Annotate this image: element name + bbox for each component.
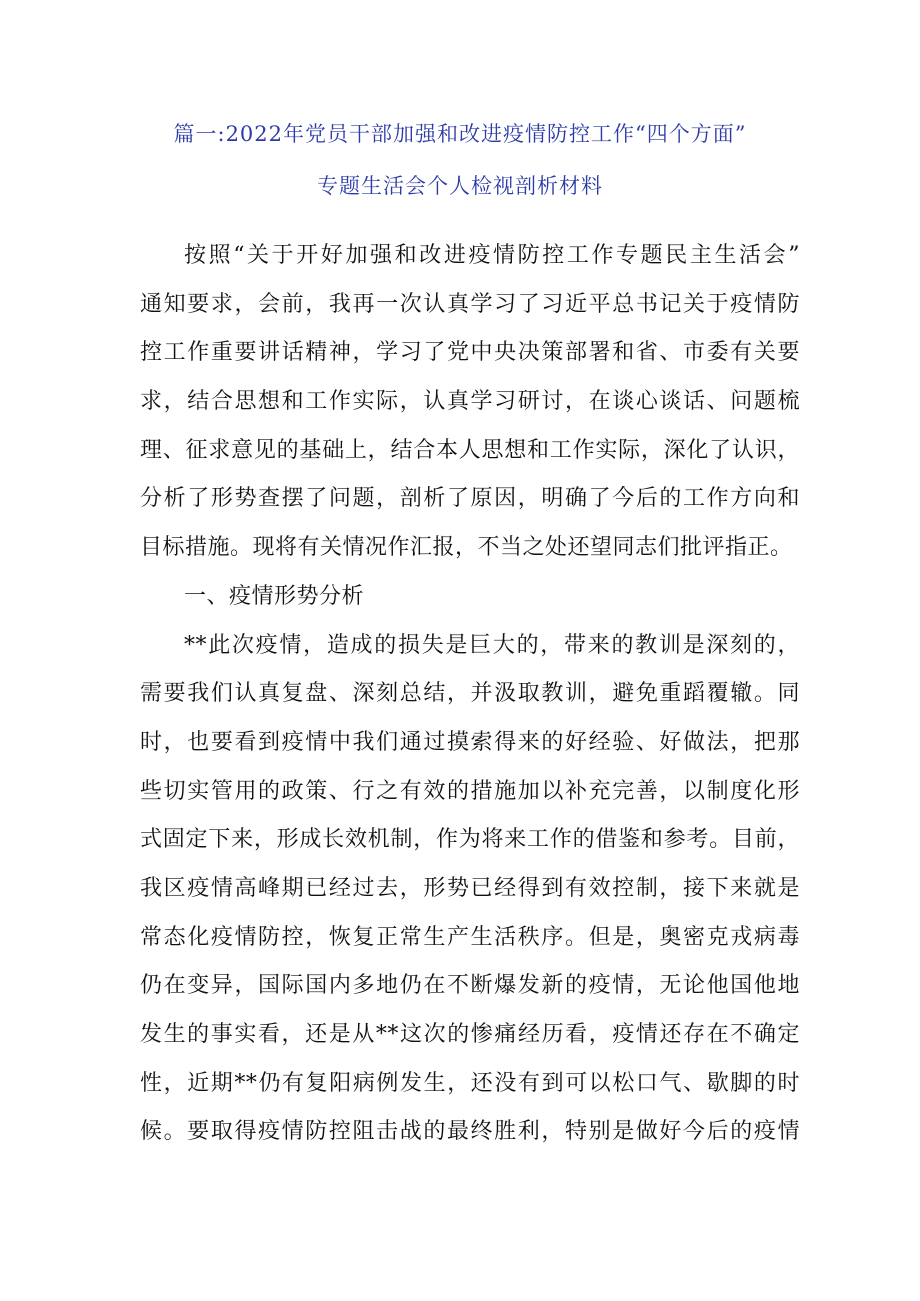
paragraph-line: 目标措施。现将有关情况作汇报，不当之处还望同志们批评指正。 (140, 535, 793, 561)
paragraph-line: 性，近期**仍有复阳病例发生，还没有到可以松口气、歇脚的时 (140, 1070, 800, 1096)
paragraph-line: 时，也要看到疫情中我们通过摸索得来的好经验、好做法，把那 (140, 729, 800, 755)
paragraph-line: 理、征求意见的基础上，结合本人思想和工作实际，深化了认识， (140, 437, 800, 463)
paragraph-line: 候。要取得疫情防控阻击战的最终胜利，特别是做好今后的疫情 (140, 1119, 800, 1145)
paragraph-line: 式固定下来，形成长效机制，作为将来工作的借鉴和参考。目前， (140, 827, 800, 853)
paragraph-line: 发生的事实看，还是从**这次的惨痛经历看，疫情还存在不确定 (140, 1022, 800, 1047)
paragraph-line: 通知要求，会前，我再一次认真学习了习近平总书记关于疫情防 (140, 291, 800, 317)
section-heading: 一、疫情形势分析 (184, 583, 365, 609)
paragraph-line: 控工作重要讲话精神，学习了党中央决策部署和省、市委有关要 (140, 340, 800, 366)
document-title-line-2: 专题生活会个人检视剖析材料 (317, 174, 603, 198)
paragraph-line: 按照“关于开好加强和改进疫情防控工作专题民主生活会” (184, 243, 800, 268)
paragraph-line: 常态化疫情防控，恢复正常生产生活秩序。但是，奥密克戎病毒 (140, 924, 800, 950)
document-body (140, 232, 800, 1157)
paragraph-line: 我区疫情高峰期已经过去，形势已经得到有效控制，接下来就是 (140, 875, 800, 901)
paragraph-line: 些切实管用的政策、行之有效的措施加以补充完善，以制度化形 (140, 778, 800, 804)
paragraph-line: 仍在变异，国际国内多地仍在不断爆发新的疫情，无论他国他地 (140, 973, 800, 999)
document-title-line-1: 篇一:2022年党员干部加强和改进疫情防控工作“四个方面” (173, 122, 747, 146)
paragraph-line: 分析了形势查摆了问题，剖析了原因，明确了今后的工作方向和 (140, 486, 800, 512)
paragraph-line: **此次疫情，造成的损失是巨大的，带来的教训是深刻的， (184, 632, 800, 658)
paragraph-line: 需要我们认真复盘、深刻总结，并汲取教训，避免重蹈覆辙。同 (140, 681, 800, 707)
paragraph-line: 求，结合思想和工作实际，认真学习研讨，在谈心谈话、问题梳 (140, 389, 800, 415)
